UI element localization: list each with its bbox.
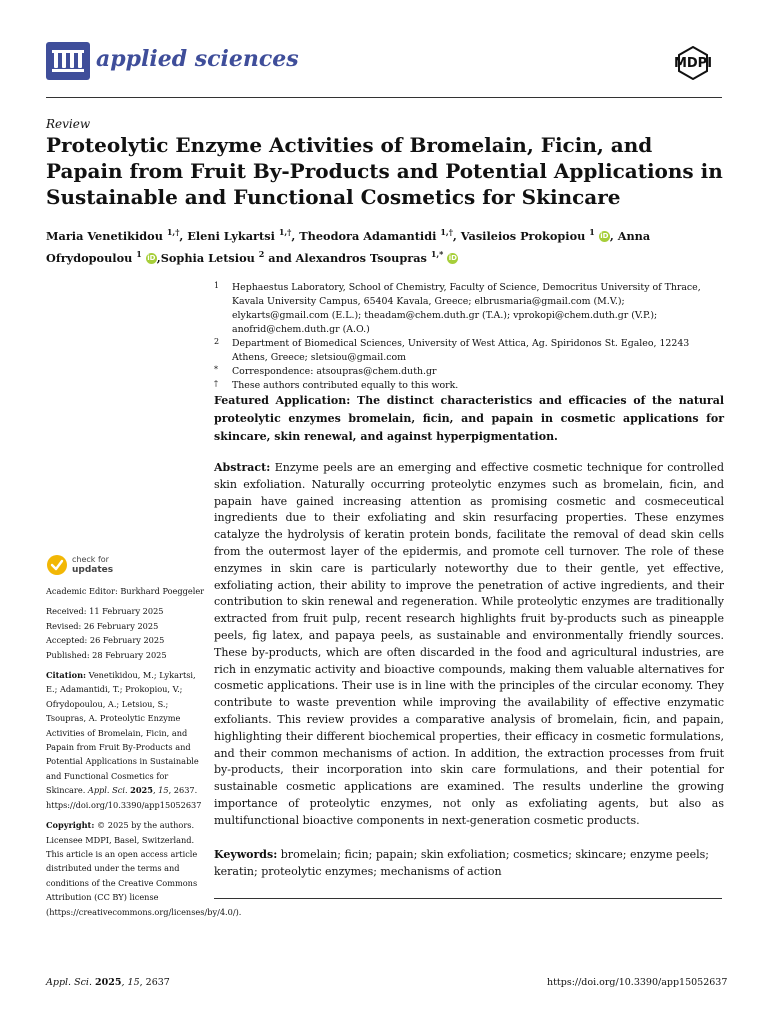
accepted-date: Accepted: 26 February 2025 — [46, 635, 165, 646]
affiliation-mark: † — [214, 379, 218, 388]
author-name[interactable]: Anna Ofrydopoulou — [46, 228, 651, 265]
footer-citation: Appl. Sci. 2025, 15, 2637 — [46, 977, 170, 988]
header-divider — [46, 97, 722, 98]
article-title: Proteolytic Enzyme Activities of Bromelain, Ficin, and Papain from Fruit By-Products and Potential Applications in Sustainable and Functional Cosmetics for Skincare — [46, 133, 723, 209]
copyright — [46, 818, 242, 919]
affiliation-text: These authors contributed equally to this work. — [232, 380, 459, 391]
check-updates-icon — [46, 554, 68, 576]
sidebar — [46, 584, 242, 925]
author-list — [46, 223, 726, 267]
affiliation-mark: 2 — [214, 337, 220, 346]
author-affiliation-mark: 1 — [589, 227, 595, 237]
author-name[interactable]: Alexandros Tsoupras — [295, 250, 427, 265]
publisher-logo-text: MDPI — [673, 56, 713, 71]
citation-volume: 15 — [158, 785, 169, 796]
citation: Citation: Venetikidou, M.; Lykartsi, E.; Adamantidi, T.; Prokopiou, V.; Ofrydopoulou, A.; Letsiou, S.; Tsoupras, A. Proteolytic Enzyme Activities of Bromelain, Ficin, and Papain from Fruit By-Products and Potential Applications in Sustainable and Functional Cosmetics for Skincare. Appl. Sci. 2025, 15, 2637. https://doi.org/10.3390/app15052637 — [46, 670, 202, 810]
journal-logo-icon — [46, 42, 90, 80]
footer-doi-link[interactable]: https://doi.org/10.3390/app15052637 — [547, 977, 728, 988]
abstract — [214, 460, 724, 830]
copyright-label: Copyright: — [46, 820, 95, 831]
footer-year: 2025 — [95, 977, 122, 988]
affiliation-mark: * — [214, 365, 218, 374]
revised-date: Revised: 26 February 2025 — [46, 620, 159, 631]
article-type: Review — [46, 117, 91, 131]
publisher-logo[interactable] — [666, 46, 720, 82]
author-separator: , — [291, 228, 300, 243]
author-name[interactable]: Vasileios Prokopiou — [460, 228, 586, 243]
academic-editor: Academic Editor: Burkhard Poeggeler — [46, 586, 205, 596]
orcid-icon[interactable]: iD — [600, 232, 609, 241]
affiliation-text: Correspondence: atsoupras@chem.duth.gr — [232, 366, 437, 377]
citation-journal: Appl. Sci. — [87, 785, 128, 796]
author-separator: and — [264, 250, 296, 265]
author-affiliation-mark: 1,* — [430, 248, 444, 259]
affiliation-text: Hephaestus Laboratory, School of Chemistry, Faculty of Science, Democritus University of Thrace, Kavala University Campus, 65404 Kavala, Greece; elbrusmaria@gmail.com (M.V.); elykarts@gmail.com (E.L.); theadam@chem.duth.gr (T.A.); vprokopi@chem.duth.gr (V.P.); anofrid@chem.duth.gr (A.O.) — [232, 282, 701, 335]
keywords — [214, 847, 724, 881]
affiliation-mark: 1 — [214, 281, 220, 290]
author-name[interactable]: Eleni Lykartsi — [187, 228, 275, 243]
footer-volume: 15 — [127, 977, 140, 988]
affiliations — [214, 281, 724, 393]
affiliation-item — [214, 365, 724, 379]
check-for-updates-button[interactable] — [46, 553, 126, 579]
citation-doi[interactable]: , 2637. https://doi.org/10.3390/app15052637 — [46, 785, 202, 810]
copyright-text: © 2025 by the authors. Licensee MDPI, Basel, Switzerland. This article is an open access article distributed under the terms and conditions of the Creative Commons Attribution (CC BY) license (https://creativecommons.org/licenses/by/4.0/). — [46, 820, 242, 917]
author-separator: , — [609, 228, 618, 243]
affiliation-item — [214, 337, 724, 365]
author-separator: , — [179, 228, 188, 243]
keywords-label: Keywords: — [214, 848, 278, 861]
affiliation-item — [214, 281, 724, 337]
author-name[interactable]: Sophia Letsiou — [160, 250, 255, 265]
check-updates-line2: updates — [72, 565, 114, 575]
footer-article-number: , 2637 — [139, 977, 170, 988]
journal-name[interactable]: applied sciences — [96, 46, 299, 72]
footer-journal: Appl. Sci. — [46, 977, 92, 988]
author-name[interactable]: Theodora Adamantidi — [299, 228, 437, 243]
received-date: Received: 11 February 2025 — [46, 606, 164, 617]
author-affiliation-mark: 1,† — [166, 227, 180, 237]
author-affiliation-mark: 1,† — [440, 227, 453, 237]
check-updates-line1: check for — [72, 555, 109, 564]
affiliation-item — [214, 379, 724, 393]
abstract-label: Abstract: — [214, 461, 271, 474]
abstract-text: Enzyme peels are an emerging and effective cosmetic technique for controlled skin exfoliation. Naturally occurring proteolytic enzymes such as bromelain, ficin, and papain have gained increasing attention as promising cosmetic and cosmeceutical ingredients due to their exfoliating and skin resurfacing properties. These enzymes catalyze the hydrolysis of keratin protein bonds, facilitate the removal of dead skin cells from the outermost layer of the epidermis, and promote cell turnover. The role of these enzymes in skin care is particularly noteworthy due to their gentle, yet effective, exfoliating action, their ability to improve the penetration of active ingredients, and their contribution to skin renewal and regeneration. While proteolytic enzymes are traditionally extracted from fruit pulp, recent research highlights fruit by-products such as pineapple peels, fig latex, and papaya peels, as sustainable and environmentally friendly sources. These by-products, which are often discarded in the food and agricultural industries, are rich in enzymatic activity and bioactive compounds, making them valuable alternatives for cosmetic applications. Their use is in line with the principles of the circular economy. They contribute to waste prevention while improving the availability of effective enzymatic exfoliants. This review provides a comparative analysis of bromelain, ficin, and papain, highlighting their different biochemical properties, their efficacy in cosmetic formulations, and their common mechanisms of action. In addition, the extraction processes from fruit by-products, their incorporation into skin care formulations, and their potential for sustainable cosmetic applications are examined. The results underline the growing importance of proteolytic enzymes, not only as exfoliating agents, but also as multifunctional bioactive components in next-generation cosmetic products. — [214, 461, 724, 827]
citation-text: Venetikidou, M.; Lykartsi, E.; Adamantidi, T.; Prokopiou, V.; Ofrydopoulou, A.; Letsiou, S.; Tsoupras, A. Proteolytic Enzyme Activities of Bromelain, Ficin, and Papain from Fruit By-Products and Potential Applications in Sustainable and Functional Cosmetics for Skincare. — [46, 670, 199, 796]
author-separator: , — [156, 250, 161, 265]
featured-application: Featured Application: The distinct characteristics and efficacies of the natural proteolytic enzymes bromelain, ficin, and papain in cosmetic applications for skincare, skin renewal, and against hyperpigmentation. — [214, 394, 724, 443]
keywords-text: bromelain; ficin; papain; skin exfoliation; cosmetics; skincare; enzyme peels; keratin; proteolytic enzymes; mechanisms of action — [214, 848, 709, 878]
author-affiliation-mark: 2 — [258, 248, 265, 259]
orcid-icon[interactable]: iD — [448, 254, 457, 263]
author-affiliation-mark: 1 — [136, 248, 142, 259]
published-date: Published: 28 February 2025 — [46, 649, 167, 660]
affiliation-text: Department of Biomedical Sciences, University of West Attica, Ag. Spiridonos St. Egaleo, 12243 Athens, Greece; sletsiou@gmail.com — [232, 338, 690, 363]
author-name[interactable]: Maria Venetikidou — [46, 228, 163, 243]
abstract-divider — [214, 898, 722, 899]
citation-year: 2025 — [130, 785, 153, 796]
orcid-icon[interactable]: iD — [147, 254, 156, 263]
author-affiliation-mark: 1,† — [278, 227, 292, 237]
author-separator: , — [452, 228, 461, 243]
citation-label: Citation: — [46, 670, 87, 681]
